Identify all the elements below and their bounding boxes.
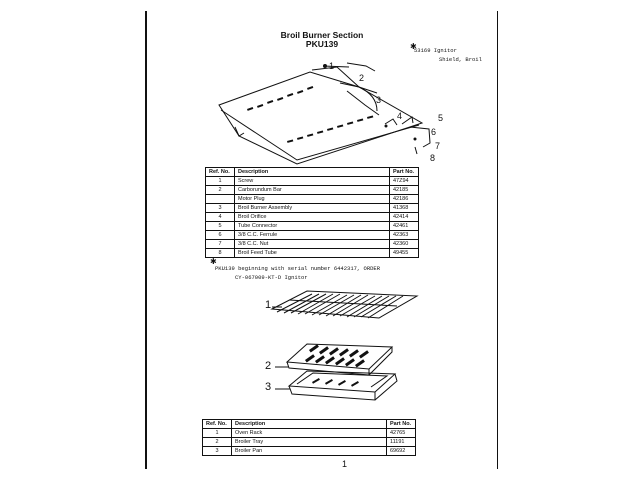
row-desc: Broil Orifice [235,213,390,222]
model-number: PKU139 [305,39,339,49]
row-part: 42363 [390,231,419,240]
serial-note-line1: PKU139 beginning with serial number 6442317, ORDER [215,265,381,272]
row-desc: 3/8 C.C. Ferrule [235,231,390,240]
table-row [203,438,416,447]
row-desc: Broiler Tray [232,438,387,447]
row-desc: Tube Connector [235,222,390,231]
table-row [206,231,419,240]
row-part: 69692 [387,447,416,456]
row-desc: Motor Plug [235,195,390,204]
callout-7: 7 [435,141,441,151]
row-desc: 3/8 C.C. Nut [235,240,390,249]
page-mark: 1 [342,459,348,469]
table-row [206,249,419,258]
callout-2: 2 [359,73,365,83]
row-ref: 1 [203,429,232,438]
rack-tray-pan-diagram [147,276,497,416]
star-mark: ✱ [410,42,417,51]
row-ref: 6 [206,231,235,240]
row-part: 42765 [387,429,416,438]
header-part-no: Part No. [390,168,419,177]
row-ref: 5 [206,222,235,231]
row-desc: Carborundum Bar [235,186,390,195]
row-part: 41368 [390,204,419,213]
broil-burner-diagram [147,11,497,171]
row-part: 47Z94 [390,177,419,186]
callout-5: 5 [438,113,444,123]
burner-parts-table [205,167,419,258]
table-row [206,186,419,195]
row-ref: 8 [206,249,235,258]
row-ref: 2 [206,186,235,195]
table-row [206,177,419,186]
section-title: Broil Burner Section [280,30,364,40]
header-part-no: Part No. [387,420,416,429]
rack-callout-1: 1 [265,299,272,311]
row-part: 42185 [390,186,419,195]
callout-8: 8 [430,153,436,163]
table-row [206,195,419,204]
table-row [206,240,419,249]
star-mark: ✱ [210,257,217,266]
row-desc: Broil Burner Assembly [235,204,390,213]
row-part: 42186 [390,195,419,204]
row-part: 11191 [387,438,416,447]
ignitor-note-line1: 53169 Ignitor [414,47,457,54]
table-row [203,447,416,456]
header-description: Description [235,168,390,177]
table-row [206,204,419,213]
row-part: 49455 [390,249,419,258]
table-row [203,429,416,438]
callout-4: 4 [397,111,403,121]
parts-page [145,11,498,469]
row-desc: Broil Feed Tube [235,249,390,258]
row-part: 42414 [390,213,419,222]
row-desc: Screw [235,177,390,186]
row-ref: 1 [206,177,235,186]
row-ref [206,195,235,204]
row-part: 42461 [390,222,419,231]
callout-3: 3 [376,95,382,105]
row-ref: 2 [203,438,232,447]
header-ref-no: Ref. No. [206,168,235,177]
row-desc: Broiler Pan [232,447,387,456]
row-ref: 3 [206,204,235,213]
ignitor-note-line2: Shield, Broil [439,56,482,63]
table-row [206,222,419,231]
header-description: Description [232,420,387,429]
serial-note-line2: CY-067009-KT-D Ignitor [235,274,308,281]
row-desc: Oven Rack [232,429,387,438]
row-ref: 4 [206,213,235,222]
row-ref: 7 [206,240,235,249]
table-row [206,213,419,222]
rack-parts-table [202,419,416,456]
header-ref-no: Ref. No. [203,420,232,429]
callout-6: 6 [431,127,437,137]
rack-callout-2: 2 [265,360,272,372]
row-part: 42360 [390,240,419,249]
callout-1: 1 [329,61,335,71]
rack-callout-3: 3 [265,381,272,393]
row-ref: 3 [203,447,232,456]
